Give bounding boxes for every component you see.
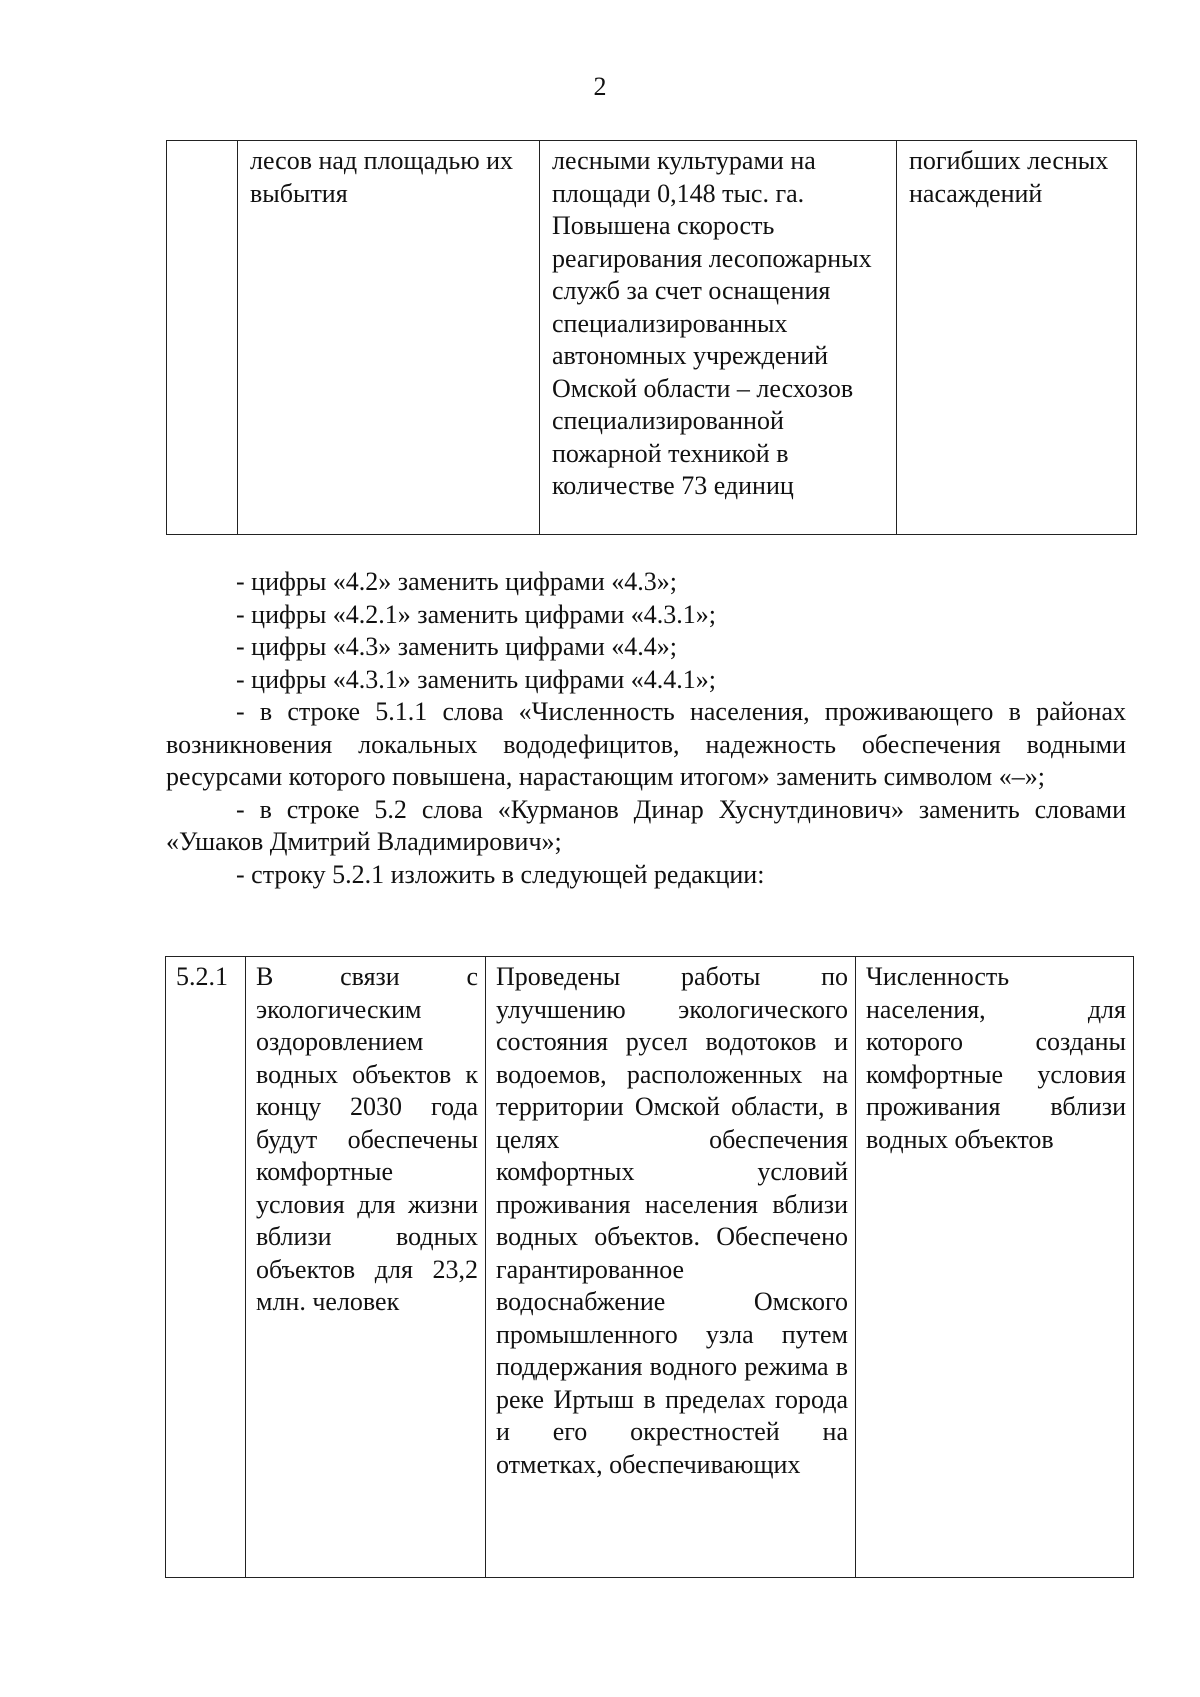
amendment-item: - цифры «4.3» заменить цифрами «4.4»;: [236, 632, 677, 661]
table-cell-result: лесными культурами на площади 0,148 тыс. га. Повышена скорость реагирования лесопожарных служб за счет оснащения специализированных автономных учреждений Омской области – лесхозов специализированной пожарной техникой в количестве 73 единиц: [540, 141, 897, 535]
row-5-2-1-table: [165, 956, 1134, 1578]
page-number: 2: [593, 72, 607, 101]
table-cell-goal: лесов над площадью их выбытия: [238, 141, 540, 535]
table-cell-result: Проведены работы по улучшению экологического состояния русел водотоков и водоемов, расположенных на территории Омской области, в целях обеспечения комфортных условий проживания населения вблизи водных объектов. Обеспечено гарантированное водоснабжение Омского промышленного узла путем поддержания водного режима в реке Иртыш в пределах города и его окрестностей на отметках, обеспечивающих: [486, 957, 856, 1578]
table-cell-indicator: Численность населения, для которого созданы комфортные условия проживания вблизи водных объектов: [856, 957, 1134, 1578]
table-cell-number: 5.2.1: [166, 957, 246, 1578]
table-cell-indicator: погибших лесных насаждений: [897, 141, 1137, 535]
continued-table: [166, 140, 1137, 535]
amendment-item: - строку 5.2.1 изложить в следующей редакции:: [236, 859, 765, 889]
amendment-item: - цифры «4.3.1» заменить цифрами «4.4.1»;: [236, 664, 716, 694]
table-cell-goal: В связи с экологическим оздоровлением водных объектов к концу 2030 года будут обеспечены комфортные условия для жизни вблизи водных объектов для 23,2 млн. человек: [246, 957, 486, 1578]
table-cell-number: [167, 141, 238, 535]
amendment-item: - в строке 5.2 слова «Курманов Динар Хуснутдинович» заменить словами «Ушаков Дмитрий Владимирович»;: [166, 794, 1126, 856]
amendment-item: - цифры «4.2.1» заменить цифрами «4.3.1»;: [236, 599, 716, 629]
table-row: [166, 957, 1134, 1578]
amendment-item: - цифры «4.2» заменить цифрами «4.3»;: [236, 567, 677, 596]
table-row: [167, 141, 1137, 535]
amendments-text: [166, 566, 1126, 891]
amendment-item: - в строке 5.1.1 слова «Численность населения, проживающего в районах возникновения локальных вододефицитов, надежность обеспечения водными ресурсами которого повышена, нарастающим итогом» заменить символом «–»;: [166, 697, 1126, 791]
